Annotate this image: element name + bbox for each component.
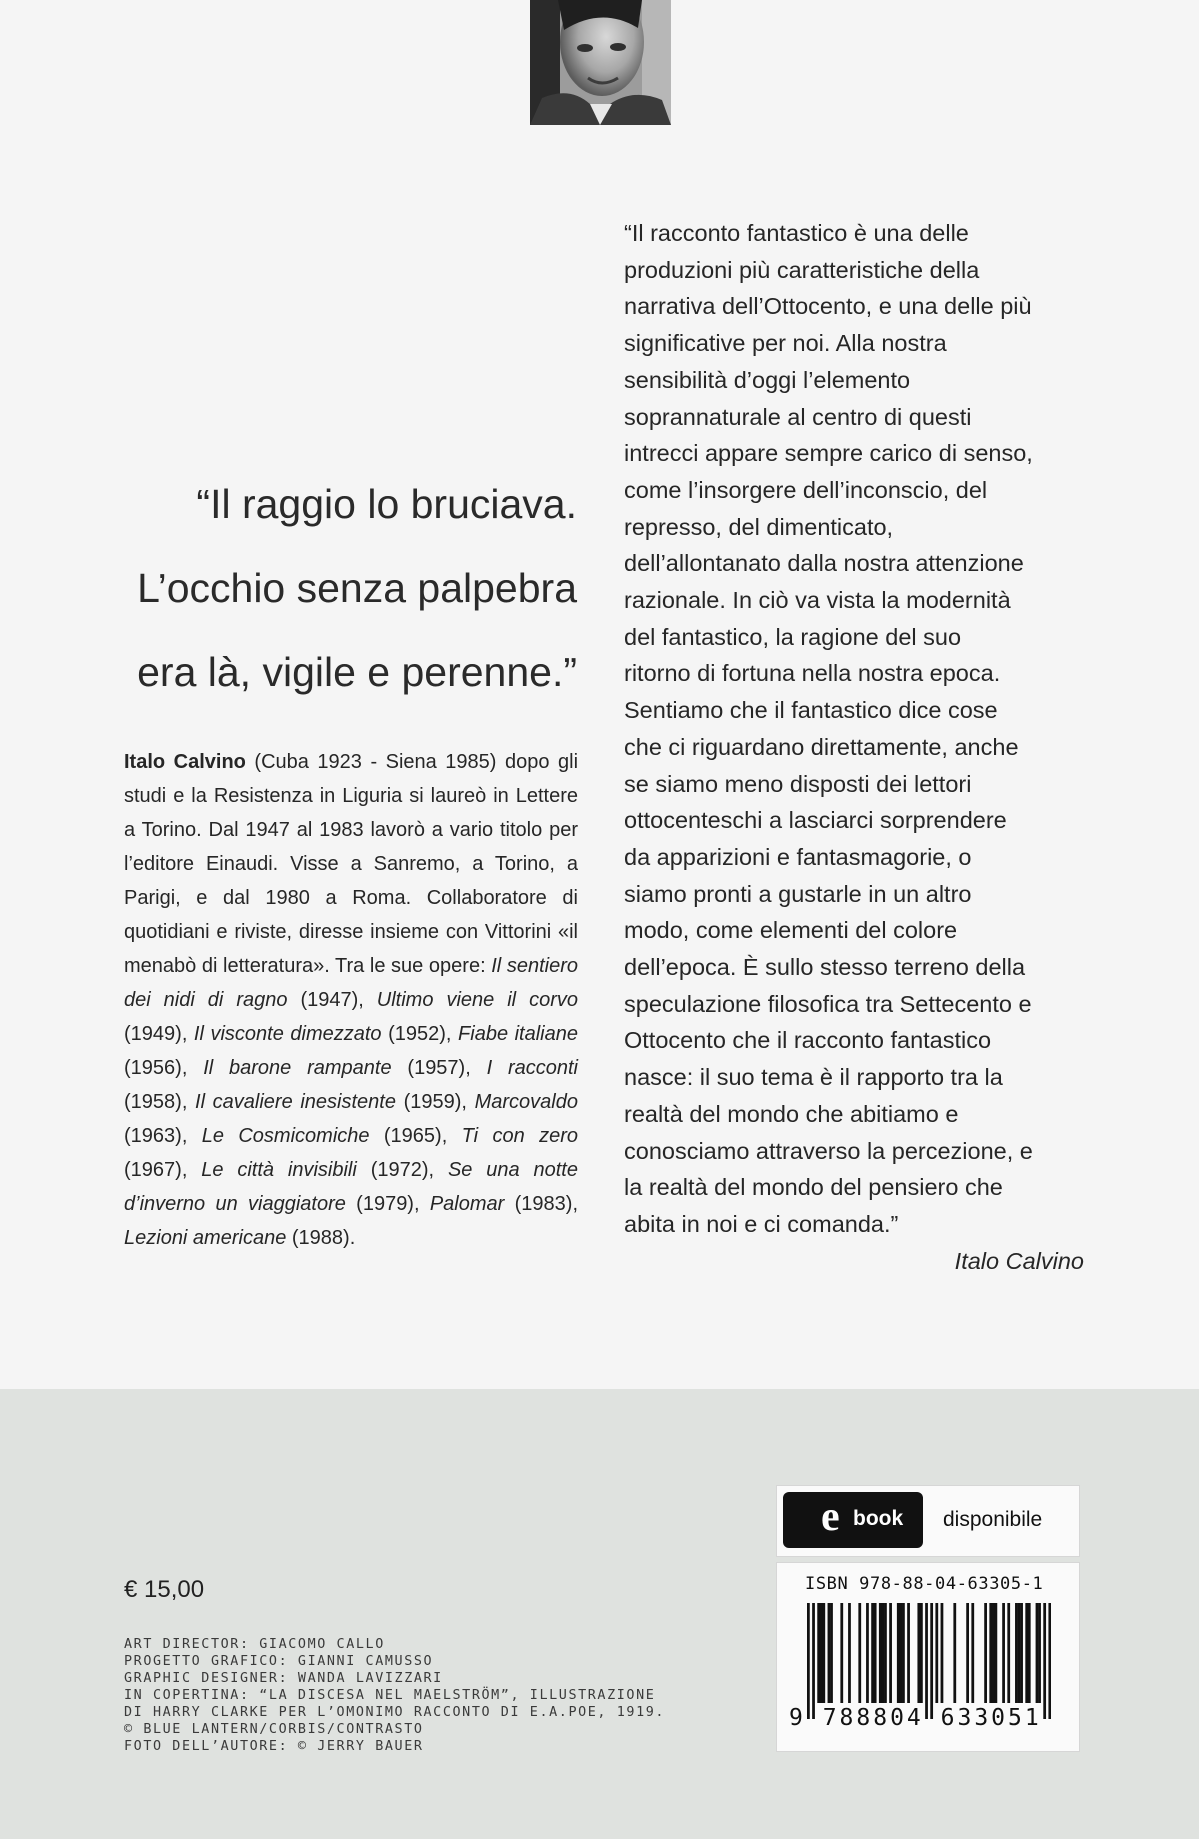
barcode-bar [966, 1603, 969, 1703]
ebook-word: book [853, 1507, 904, 1530]
bio-text: (1965), [369, 1125, 462, 1147]
bio-text: (1979), [345, 1193, 430, 1215]
bio-work-title: Il cavaliere inesistente [195, 1091, 396, 1113]
barcode-bar [820, 1603, 823, 1703]
barcode-bar [1007, 1603, 1010, 1703]
barcode-bar [828, 1603, 831, 1703]
quote-line: siamo pronti a gustarle in un altro [624, 880, 972, 907]
barcode [807, 1603, 1051, 1719]
barcode-digits: 9 788804 633051 [789, 1705, 1042, 1731]
barcode-bar [935, 1603, 938, 1703]
bio-work-title: Fiabe italiane [458, 1023, 578, 1045]
barcode-bar [992, 1603, 995, 1703]
quote-line: razionale. In ciò va vista la modernità [624, 587, 1011, 614]
quote-line: ritorno di fortuna nella nostra epoca. [624, 660, 1001, 687]
barcode-bar [1043, 1603, 1046, 1719]
quote-line: intrecci appare sempre carico di senso, [624, 440, 1033, 467]
quote-line: realtà del mondo che abitiamo e [624, 1100, 959, 1127]
quote-line: produzioni più caratteristiche della [624, 256, 980, 283]
isbn-label: ISBN 978-88-04-63305-1 [805, 1574, 1044, 1594]
bio-work-title: Marcovaldo [474, 1091, 578, 1113]
quote-line: “Il racconto fantastico è una delle [624, 220, 969, 246]
barcode-bar [848, 1603, 851, 1703]
credit-line: FOTO DELL’AUTORE: © JERRY BAUER [124, 1739, 424, 1754]
bio-text: (1972), [356, 1159, 448, 1181]
quote-line: dell’allontanato dalla nostra attenzione [624, 550, 1024, 577]
barcode-bar [812, 1603, 815, 1719]
quote-line: nasce: il suo tema è il rapporto tra la [624, 1064, 1003, 1091]
barcode-bar [881, 1603, 884, 1703]
ebook-available-box [776, 1485, 1080, 1557]
ebook-status: disponibile [943, 1508, 1043, 1531]
quote-line: modo, come elementi del colore [624, 917, 958, 944]
bio-work-title: Il visconte dimezzato [193, 1023, 382, 1045]
bio-work-title: Le città invisibili [201, 1159, 357, 1181]
quote-line: speculazione filosofica tra Settecento e [624, 990, 1032, 1017]
author-photo [530, 0, 671, 125]
quote-line: narrativa dell’Ottocento, e una delle più [624, 293, 1032, 320]
barcode-bar [866, 1603, 869, 1703]
quote-signature: Italo Calvino [954, 1247, 1084, 1274]
barcode-bar [1036, 1603, 1039, 1703]
barcode-bar [1038, 1603, 1041, 1703]
bio-work-title: Le Cosmicomiche [201, 1125, 370, 1147]
barcode-bar [1002, 1603, 1005, 1703]
quote-line: se siamo meno disposti dei lettori [624, 770, 972, 797]
quote-line: che ci riguardano direttamente, anche [624, 733, 1019, 760]
bio-text: (1958), [124, 1091, 196, 1113]
bio-text: (1956), [124, 1057, 204, 1079]
barcode-bar [884, 1603, 887, 1703]
barcode-bar [971, 1603, 974, 1703]
barcode-bar [874, 1603, 877, 1703]
barcode-bar [840, 1603, 843, 1703]
quote-line: ottocenteschi a lasciarci sorprendere [624, 807, 1007, 834]
quote-line: represso, del dimenticato, [624, 513, 894, 540]
quote-line: la realtà del mondo del pensiero che [624, 1174, 1003, 1201]
quote-line: soprannaturale al centro di questi [624, 403, 972, 430]
barcode-bar [902, 1603, 905, 1703]
bio-text: (1967), [124, 1159, 202, 1181]
barcode-bar [920, 1603, 923, 1703]
calvino-quote [624, 215, 1084, 1279]
barcode-bar [941, 1603, 944, 1703]
barcode-bar [1028, 1603, 1031, 1703]
barcode-bar [994, 1603, 997, 1703]
barcode-bar [1020, 1603, 1023, 1703]
quote-line: conosciamo attraverso la percezione, e [624, 1137, 1033, 1164]
quote-line: abita in noi e ci comanda.” [624, 1210, 899, 1237]
barcode-bar [871, 1603, 874, 1703]
credit-line: PROGETTO GRAFICO: GIANNI CAMUSSO [124, 1654, 434, 1669]
barcode-bar [953, 1603, 956, 1703]
bio-text: (1983), [504, 1193, 578, 1215]
bio-text: (1949), [124, 1023, 194, 1045]
bio-text: (1947), [287, 989, 377, 1011]
quote-line: Sentiamo che il fantastico dice cose [624, 697, 998, 724]
bio-text: (1957), [391, 1057, 487, 1079]
pull-quote-line: era là, vigile e perenne.” [137, 649, 577, 695]
quote-line: del fantastico, la ragione del suo [624, 623, 962, 650]
barcode-bar [830, 1603, 833, 1703]
barcode-bar [917, 1603, 920, 1703]
barcode-bar [879, 1603, 882, 1703]
barcode-bar [1015, 1603, 1018, 1703]
barcode-bar [984, 1603, 987, 1703]
bio-work-title: Se una notte d’inverno un viaggiatore [124, 1159, 578, 1215]
barcode-bar [897, 1603, 900, 1703]
pull-quote-line: L’occhio senza palpebra [137, 565, 577, 611]
barcode-box [776, 1562, 1080, 1752]
bio-work-title: Ti con zero [461, 1125, 578, 1147]
bio-text: (1963), [124, 1125, 202, 1147]
credit-line: ART DIRECTOR: GIACOMO CALLO [124, 1637, 385, 1652]
credit-line: © BLUE LANTERN/CORBIS/CONTRASTO [124, 1722, 424, 1737]
barcode-bar [889, 1603, 892, 1703]
barcode-bar [822, 1603, 825, 1703]
quote-line: da apparizioni e fantasmagorie, o [624, 843, 972, 870]
bio-work-title: Palomar [429, 1193, 505, 1215]
quote-line: come l’insorgere dell’inconscio, del [624, 476, 988, 503]
author-bio [124, 745, 578, 1255]
credits [124, 1636, 665, 1755]
barcode-bar [930, 1603, 933, 1719]
barcode-bar [1048, 1603, 1051, 1719]
bio-work-title: Il barone rampante [203, 1057, 392, 1079]
barcode-bar [858, 1603, 861, 1703]
bio-text: (1959), [395, 1091, 475, 1113]
credit-line: DI HARRY CLARKE PER L’OMONIMO RACCONTO DI E.A.POE, 1919. [124, 1705, 666, 1720]
pull-quote-line: “Il raggio lo bruciava. [196, 481, 577, 527]
bio-text: (1952), [381, 1023, 459, 1045]
quote-line: significative per noi. Alla nostra [624, 330, 947, 357]
barcode-bar [907, 1603, 910, 1703]
bio-work-title: Lezioni americane [124, 1227, 287, 1249]
credit-line: GRAPHIC DESIGNER: WANDA LAVIZZARI [124, 1671, 443, 1686]
bio-author-name: Italo Calvino [124, 751, 246, 773]
barcode-bar [1025, 1603, 1028, 1703]
barcode-bar [807, 1603, 810, 1719]
pull-quote [77, 462, 577, 714]
barcode-bar [817, 1603, 820, 1703]
quote-line: sensibilità d’oggi l’elemento [624, 366, 911, 393]
quote-line: dell’epoca. È sullo stesso terreno della [624, 954, 1026, 981]
price: € 15,00 [124, 1576, 205, 1603]
quote-line: Ottocento che il racconto fantastico [624, 1027, 992, 1054]
ebook-badge [783, 1492, 923, 1548]
bio-work-title: Il sentiero dei nidi di ragno [124, 955, 578, 1011]
bio-text: (1988). [286, 1227, 356, 1249]
ebook-e-logo: e [821, 1494, 840, 1540]
barcode-bar [899, 1603, 902, 1703]
bio-text: (Cuba 1923 - Siena 1985) dopo gli studi e la Resistenza in Liguria si laureò in Lettere a Torino. Dal 1947 al 1983 lavorò a vario titolo per l’editore Einaudi. Visse a Sanremo, a Torino, a Parigi, e dal 1980 a Roma. Collaboratore di quotidiani e riviste, diresse insieme con Vittorini «il menabò di letteratura». Tra le sue opere: [124, 751, 579, 977]
bio-work-title: Ultimo viene il corvo [376, 989, 578, 1011]
barcode-bar [925, 1603, 928, 1719]
bio-work-title: I racconti [486, 1057, 578, 1079]
barcode-bar [1018, 1603, 1021, 1703]
barcode-bar [989, 1603, 992, 1703]
credit-line: IN COPERTINA: “LA DISCESA NEL MAELSTRÖM”, ILLUSTRAZIONE [124, 1688, 656, 1703]
